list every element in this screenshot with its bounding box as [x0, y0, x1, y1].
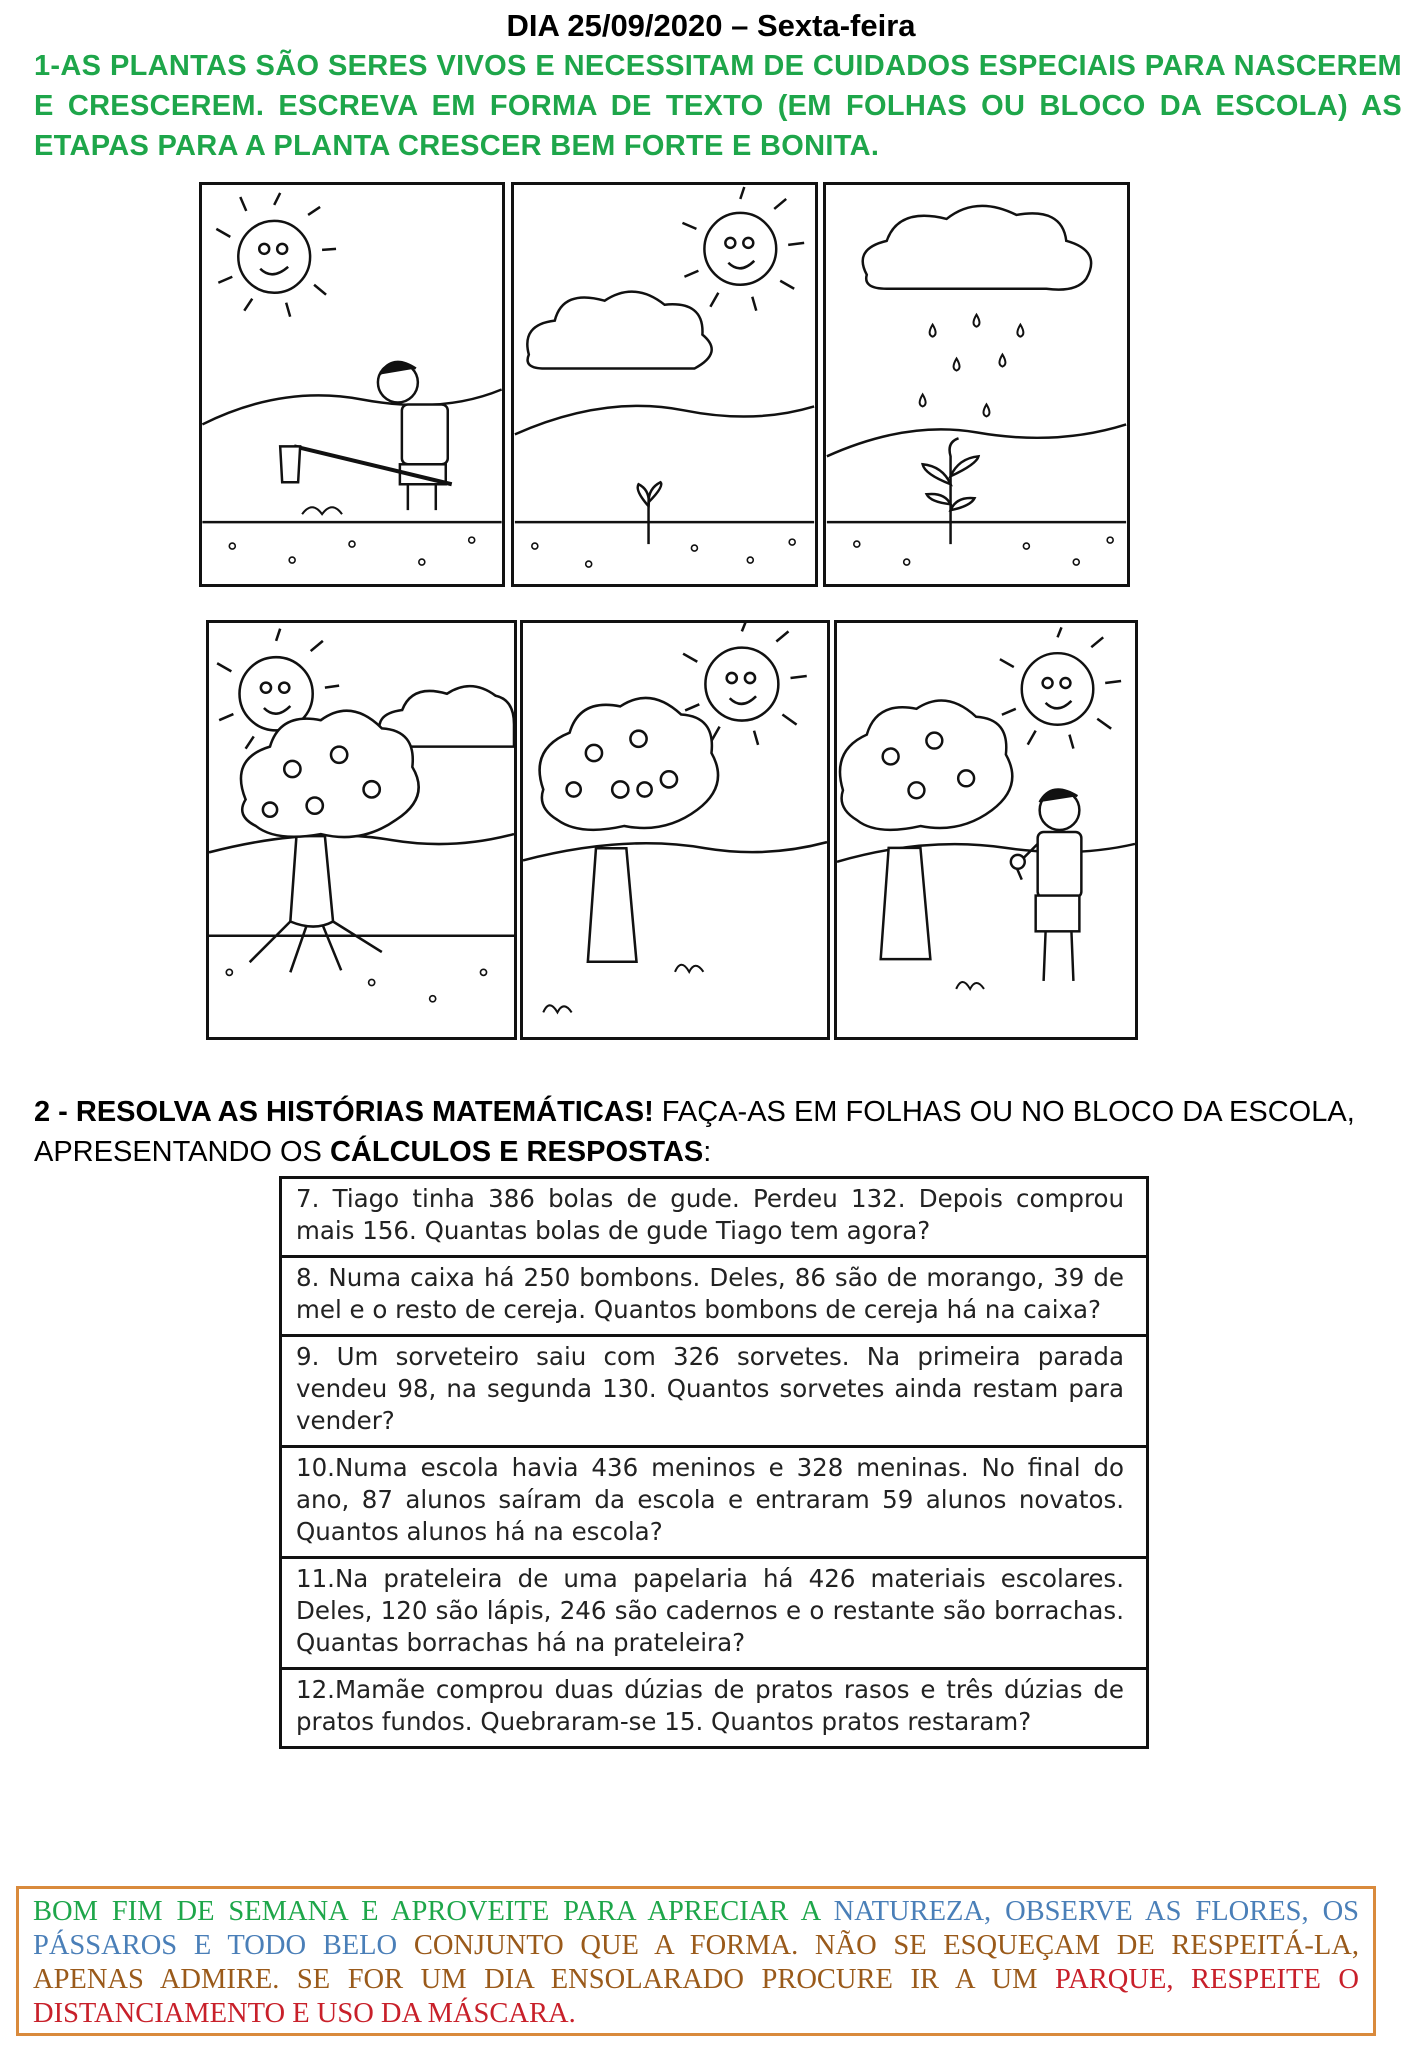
panel-4-flowering-tree — [206, 620, 517, 1040]
panel-2-drawing — [514, 185, 815, 584]
question-2-end: : — [703, 1136, 712, 1168]
cloud-icon — [527, 292, 711, 369]
weekend-message-box — [16, 1886, 1376, 2036]
sun-icon — [216, 193, 336, 317]
panel-2-sprout — [511, 182, 818, 587]
panel-4-drawing — [209, 623, 514, 1037]
panel-3-rain — [823, 182, 1130, 587]
math-problems-table — [279, 1176, 1149, 1749]
young-plant-icon — [923, 438, 979, 544]
message-blue: NATUREZA, OBSERVE AS FLORES, OS PÁSSAROS E TODO BELO — [33, 1896, 1359, 1961]
message-green: BOM FIM DE SEMANA E APROVEITE PARA APRECIAR A — [33, 1896, 834, 1927]
panel-1-drawing — [202, 185, 502, 584]
fruit-tree-icon — [840, 701, 1012, 960]
boy-icon — [280, 362, 452, 510]
page-title: DIA 25/09/2020 – Sexta-feira — [506, 8, 916, 43]
problem-11: 11.Na prateleira de uma papelaria há 426 materiais escolares. Deles, 120 são lápis, 246 são cadernos e o restante são borrachas. Quantas borrachas há na prateleira? — [279, 1559, 1149, 1670]
panel-5-drawing — [523, 623, 827, 1037]
panel-3-drawing — [826, 185, 1127, 584]
question-2-body: FAÇA-AS EM FOLHAS OU NO BLOCO DA ESCOLA, APRESENTANDO OS — [34, 1096, 1355, 1168]
rain-cloud-icon — [863, 206, 1091, 290]
sun-icon — [682, 187, 804, 311]
sprout-icon — [638, 482, 662, 544]
problem-9: 9. Um sorveteiro saiu com 326 sorvetes. Na primeira parada vendeu 98, na segunda 130. Quantos sorvetes ainda restam para vender? — [279, 1337, 1149, 1448]
problem-8: 8. Numa caixa há 250 bombons. Deles, 86 são de morango, 39 de mel e o resto de cereja. Quantos bombons de cereja há na caixa? — [279, 1258, 1149, 1337]
problem-12: 12.Mamãe comprou duas dúzias de pratos rasos e três dúzias de pratos fundos. Quebraram-se 15. Quantos pratos restaram? — [279, 1670, 1149, 1746]
boy-icon — [1011, 790, 1082, 981]
question-2-title: 2 - RESOLVA AS HISTÓRIAS MATEMÁTICAS! — [34, 1096, 654, 1128]
message-red: PARQUE, RESPEITE O DISTANCIAMENTO E USO DA MÁSCARA. — [33, 1964, 1359, 2029]
sun-icon — [1000, 627, 1121, 748]
question-2-instructions — [34, 1092, 1394, 1172]
problem-10: 10.Numa escola havia 436 meninos e 328 meninas. No final do ano, 87 alunos saíram da escola e entraram 59 alunos novatos. Quantos alunos há na escola? — [279, 1448, 1149, 1559]
panel-5-fruit-tree — [520, 620, 830, 1040]
question-1-text: 1-AS PLANTAS SÃO SERES VIVOS E NECESSITAM DE CUIDADOS ESPECIAIS PARA NASCEREM E CRESCEREM. ESCREVA EM FORMA DE TEXTO (EM FOLHAS OU BLOCO DA ESCOLA) AS ETAPAS PARA A PLANTA CRESCER BEM FORTE E BONITA. — [34, 50, 1402, 162]
panel-1-boy-hoeing — [199, 182, 505, 587]
problem-7: 7. Tiago tinha 386 bolas de gude. Perdeu 132. Depois comprou mais 156. Quantas bolas de gude Tiago tem agora? — [279, 1179, 1149, 1258]
raindrops — [920, 315, 1024, 417]
message-brown: CONJUNTO QUE A FORMA. NÃO SE ESQUEÇAM DE RESPEITÁ-LA, APENAS ADMIRE. SE FOR UM DIA ENSOLARADO PROCURE IR A UM — [33, 1930, 1359, 1995]
panel-6-drawing — [837, 623, 1135, 1037]
question-2-emphasis: CÁLCULOS E RESPOSTAS — [329, 1136, 704, 1168]
fruit-tree-icon — [540, 698, 718, 962]
panel-6-boy-picking-fruit — [834, 620, 1138, 1040]
